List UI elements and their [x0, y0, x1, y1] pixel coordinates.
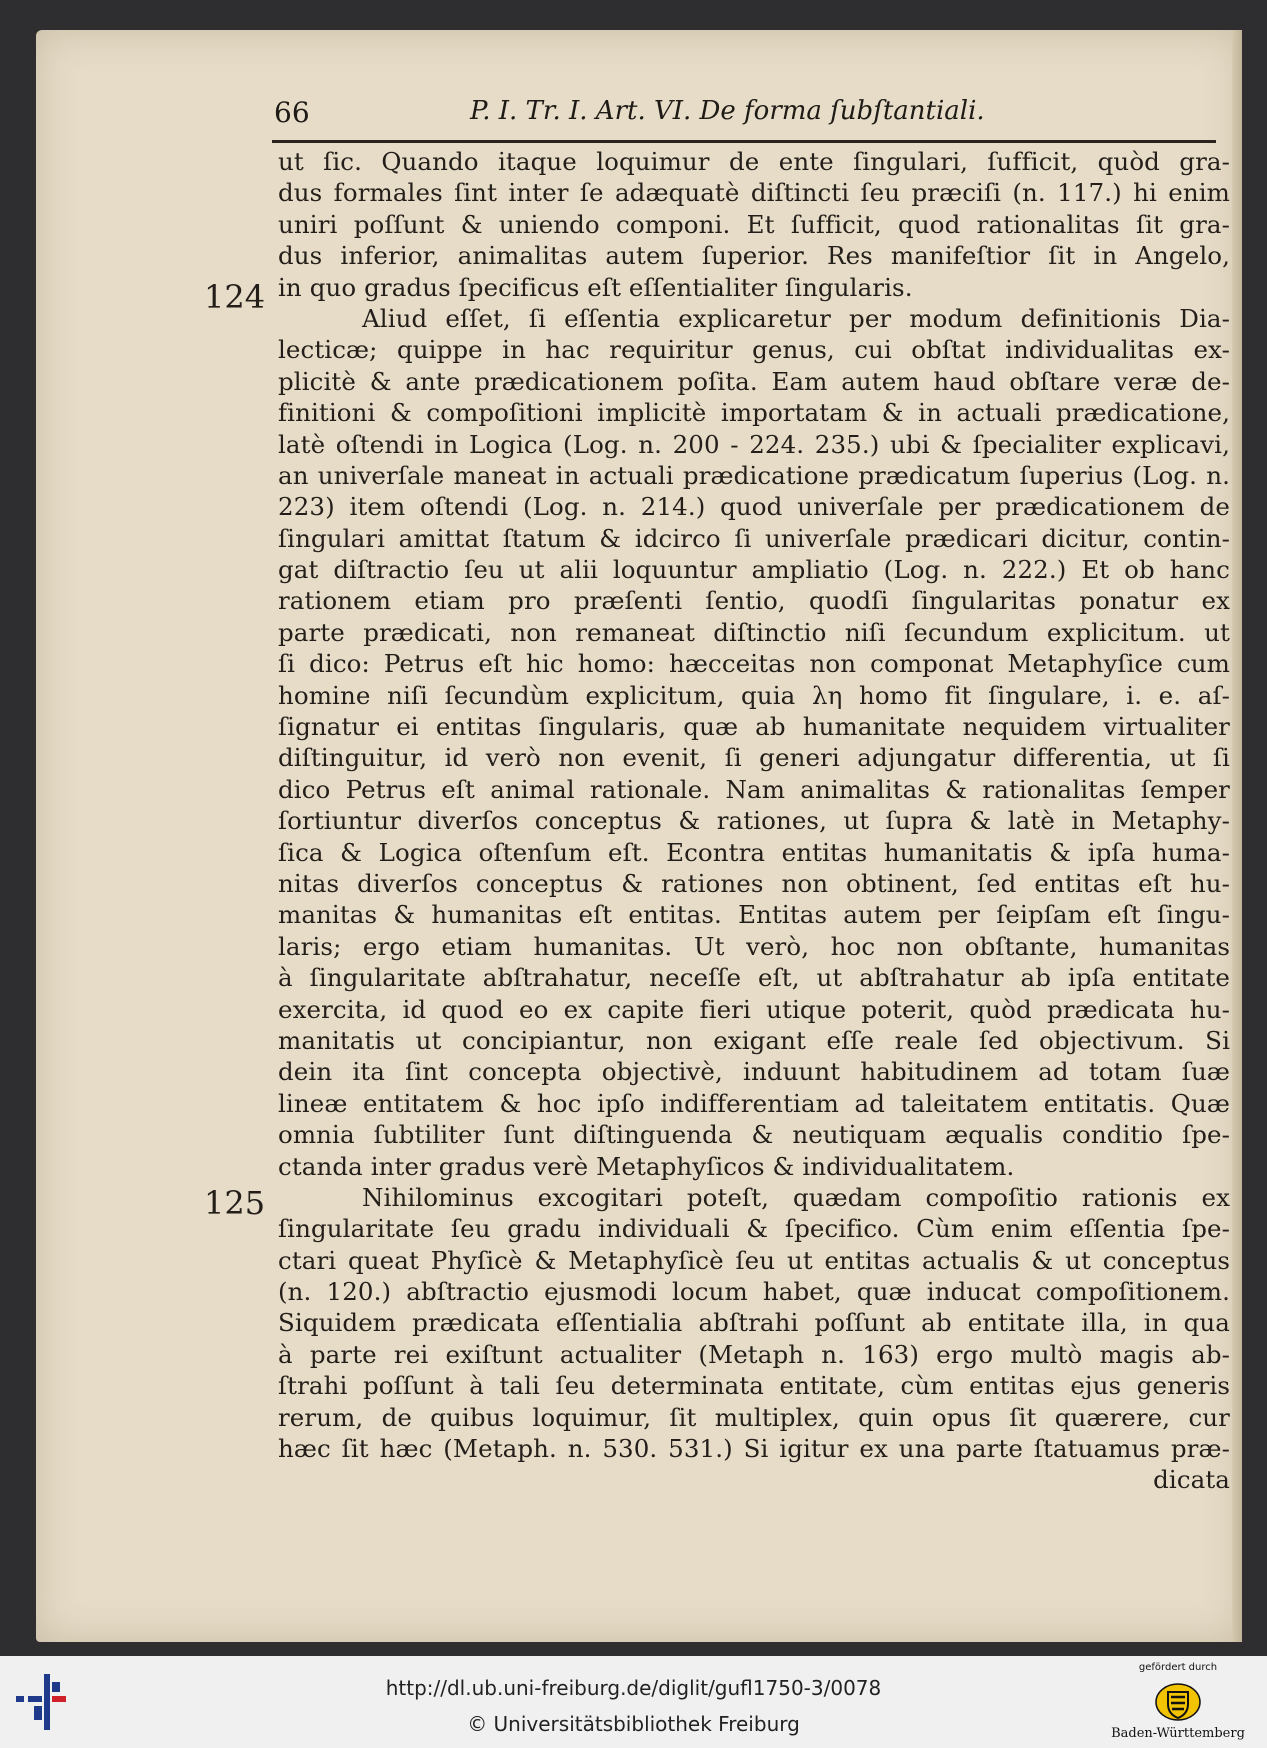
text-line: ſingularitate ſeu gradu individuali & ſpecifico. Cùm enim eſſentia ſpe- [278, 1214, 1230, 1244]
text-line: dus formales ſint inter ſe adæquatè diſtincti ſeu præciſi (n. 117.) hi enim [278, 178, 1230, 208]
page-edge [1232, 30, 1242, 1642]
page-header [274, 96, 1224, 132]
body-text [278, 146, 1230, 1496]
text-line: laris; ergo etiam humanitas. Ut verò, hoc non obſtante, humanitas [278, 931, 1230, 961]
sponsor-label: gefördert durch [1138, 1662, 1218, 1673]
text-line: lecticæ; quippe in hac requiritur genus, cui obſtat individualitas ex- [278, 335, 1230, 365]
text-line: dico Petrus eſt animal rationale. Nam animalitas & rationalitas ſemper [278, 774, 1230, 804]
sponsor-badge[interactable] [1096, 1662, 1260, 1746]
text-line: ſica & Logica oſtenſum eſt. Econtra entitas humanitatis & ipſa huma- [278, 837, 1230, 867]
paragraph-number-124: 124 [204, 278, 266, 316]
text-line: lineæ entitatem & hoc ipſo indifferentiam ad taleitatem entitatis. Quæ [278, 1088, 1230, 1118]
text-line: ſingulari amittat ſtatum & idcirco ſi univerſale prædicari dicitur, contin- [278, 523, 1230, 553]
text-line: parte prædicati, non remaneat diſtinctio niſi ſecundum explicitum. ut [278, 617, 1230, 647]
text-line: dein ita ſint concepta objectivè, induunt habitudinem ad totam ſuæ [278, 1057, 1230, 1087]
text-line: ctanda inter gradus verè Metaphyſicos & individualitatem. [278, 1151, 1015, 1181]
page-number: 66 [274, 96, 310, 129]
text-line: dus inferior, animalitas autem ſuperior. Res manifeſtior ſit in Angelo, [278, 241, 1230, 271]
text-line: ctari queat Phyſicè & Metaphyſicè ſeu ut entitas actualis & ut conceptus [278, 1245, 1230, 1275]
text-line: ſignatur ei entitas ſingularis, quæ ab humanitate nequidem virtualiter [278, 712, 1230, 742]
text-line: ſi dico: Petrus eſt hic homo: hæcceitas non componat Metaphyſice cum [278, 649, 1230, 679]
text-line: diſtinguitur, id verò non evenit, ſi generi adjungatur differentia, ut ſi [278, 743, 1230, 773]
text-line: gat diſtractio ſeu ut alii loquuntur ampliatio (Log. n. 222.) Et ob hanc [278, 555, 1230, 585]
running-title: P. I. Tr. I. Art. VI. De forma ſubſtantiali. [470, 96, 985, 126]
sponsor-name: Baden-Württemberg [1111, 1726, 1245, 1741]
text-line: (n. 120.) abſtractio ejusmodi locum habet, quæ inducat compoſitionem. [278, 1277, 1230, 1307]
text-line: omnia ſubtiliter ſunt diſtinguenda & neutiquam æqualis conditio ſpe- [278, 1120, 1230, 1150]
text-line: ſortiuntur diverſos conceptus & rationes, ut ſupra & latè in Metaphy- [278, 806, 1230, 836]
footer-bar [0, 1656, 1267, 1748]
text-line: manitatis ut concipiantur, non exigant eſſe reale ſed objectivum. Si [278, 1025, 1230, 1055]
permalink-url[interactable]: http://dl.ub.uni-freiburg.de/diglit/gufl1750-3/0078 [385, 1676, 882, 1700]
text-line: uniri poſſunt & uniendo componi. Et ſufficit, quod rationalitas ſit gra- [278, 209, 1230, 239]
header-rule [272, 140, 1216, 143]
text-line: an univerſale maneat in actuali prædicatione prædicatum ſuperius (Log. n. [278, 460, 1230, 490]
text-line: rerum, de quibus loquimur, ſit multiplex, quin opus ſit quærere, cur [278, 1402, 1230, 1432]
text-line: nitas diverſos conceptus & rationes non obtinent, ſed entitas eſt hu- [278, 868, 1230, 898]
text-line: Aliud eſſet, ſi eſſentia explicaretur per modum definitionis Dia- [362, 303, 1230, 333]
baden-wuerttemberg-crest-icon [1154, 1682, 1202, 1722]
text-line: Nihilominus excogitari poteſt, quædam compoſitio rationis ex [362, 1182, 1230, 1212]
text-line: ut ſic. Quando itaque loquimur de ente ſingulari, ſufficit, quòd gra- [278, 147, 1230, 176]
text-line: exercita, id quod eo ex capite fieri utique poterit, quòd prædicata hu- [278, 994, 1230, 1024]
text-line: homine niſi ſecundùm explicitum, quia λη homo fit ſingulare, i. e. aſ- [278, 680, 1230, 710]
text-line: rationem etiam pro præſenti ſentio, quodſi ſingularitas ponatur ex [278, 586, 1230, 616]
text-line: à parte rei exiſtunt actualiter (Metaph n. 163) ergo multò magis ab- [278, 1339, 1230, 1369]
text-line: ſtrahi poſſunt à tali ſeu determinata entitate, cùm entitas ejus generis [278, 1371, 1230, 1401]
text-line: finitioni & compoſitioni implicitè importatam & in actuali prædicatione, [278, 398, 1230, 428]
text-line: Siquidem prædicata eſſentialia abſtrahi poſſunt ab entitate illa, in qua [278, 1308, 1230, 1338]
text-line: à ſingularitate abſtrahatur, neceſſe eſt, ut abſtrahatur ab ipſa entitate [278, 963, 1230, 993]
text-line: hæc ſit hæc (Metaph. n. 530. 531.) Si igitur ex una parte ſtatuamus præ- [278, 1434, 1230, 1464]
text-line: plicitè & ante prædicationem poſita. Eam autem haud obſtare veræ de- [278, 366, 1230, 396]
text-line: 223) item oſtendi (Log. n. 214.) quod univerſale per prædicationem de [278, 492, 1230, 522]
paragraph-number-125: 125 [204, 1184, 266, 1222]
text-line: in quo gradus ſpecificus eſt eſſentialiter ſingularis. [278, 272, 913, 302]
copyright-notice: © Universitätsbibliothek Freiburg [467, 1712, 800, 1736]
catchword: dicata [1153, 1465, 1230, 1495]
text-line: manitas & humanitas eſt entitas. Entitas autem per ſeipſam eſt ſingu- [278, 900, 1230, 930]
text-line: latè oſtendi in Logica (Log. n. 200 - 224. 235.) ubi & ſpecialiter explicavi, [278, 429, 1230, 459]
